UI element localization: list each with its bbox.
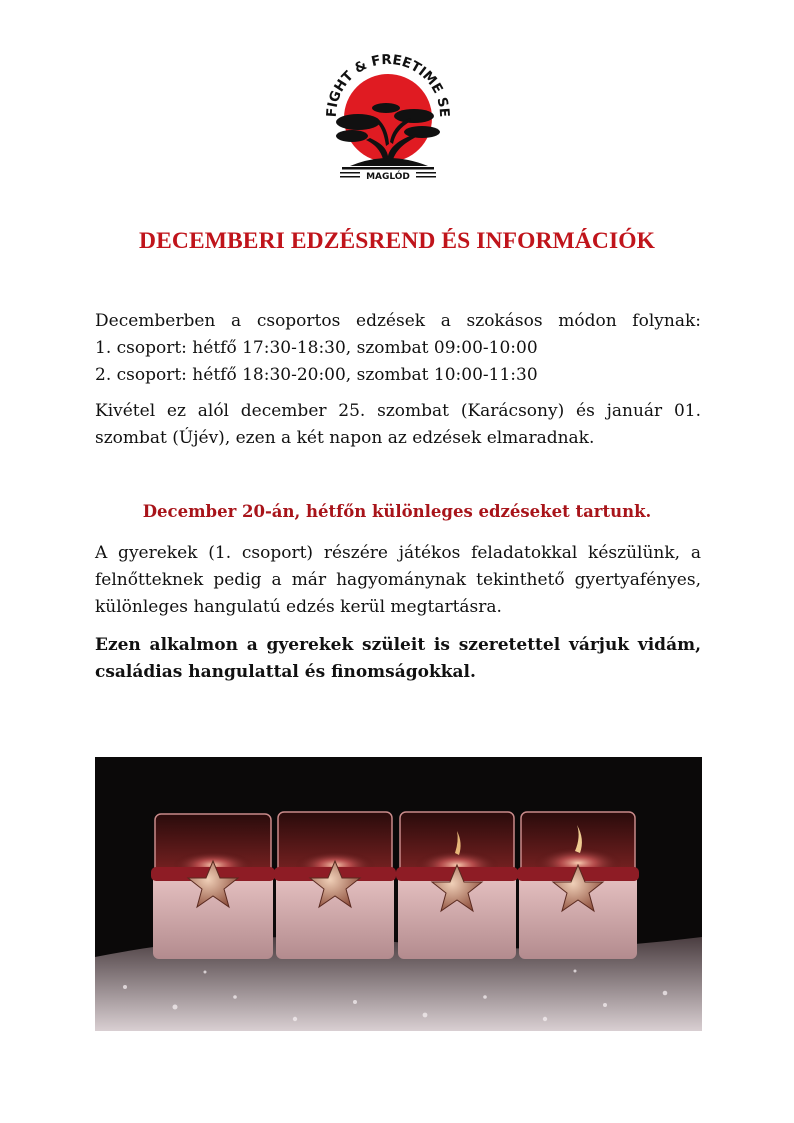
logo-place: MAGLÓD bbox=[366, 172, 410, 182]
candles-photo bbox=[95, 757, 702, 1031]
page-title: DECEMBERI EDZÉSREND ÉS INFORMÁCIÓK bbox=[139, 228, 655, 254]
candle-holder-3 bbox=[396, 812, 518, 959]
candle-holder-2 bbox=[274, 812, 396, 959]
schedule-intro-line: Decemberben a csoportos edzések a szokásos módon folynak: bbox=[95, 311, 701, 331]
logo-arc-text: FIGHT & FREETIME SE bbox=[324, 51, 452, 118]
candle-holder-1 bbox=[151, 814, 275, 959]
candle-holder-4 bbox=[517, 812, 639, 959]
schedule-group-1: 1. csoport: hétfő 17:30-18:30, szombat 09:00-10:00 bbox=[95, 338, 538, 358]
parents-note-paragraph: Ezen alkalmon a gyerekek szüleit is szeretettel várjuk vidám, családias hangulattal és finomságokkal. bbox=[95, 635, 701, 682]
schedule-group-2: 2. csoport: hétfő 18:30-20:00, szombat 10:00-11:30 bbox=[95, 365, 538, 385]
special-event-heading: December 20-án, hétfőn különleges edzéseket tartunk. bbox=[142, 502, 652, 521]
club-logo bbox=[324, 46, 452, 186]
special-event-paragraph: A gyerekek (1. csoport) részére játékos feladatokkal készülünk, a felnőtteknek pedig a már hagyománynak tekinthető gyertyafényes, különleges hangulatú edzés kerül megtartásra. bbox=[95, 543, 701, 617]
exception-paragraph: Kivétel ez alól december 25. szombat (Karácsony) és január 01. szombat (Újév), ezen a két napon az edzések elmaradnak. bbox=[95, 401, 701, 448]
schedule-paragraph bbox=[95, 308, 701, 389]
